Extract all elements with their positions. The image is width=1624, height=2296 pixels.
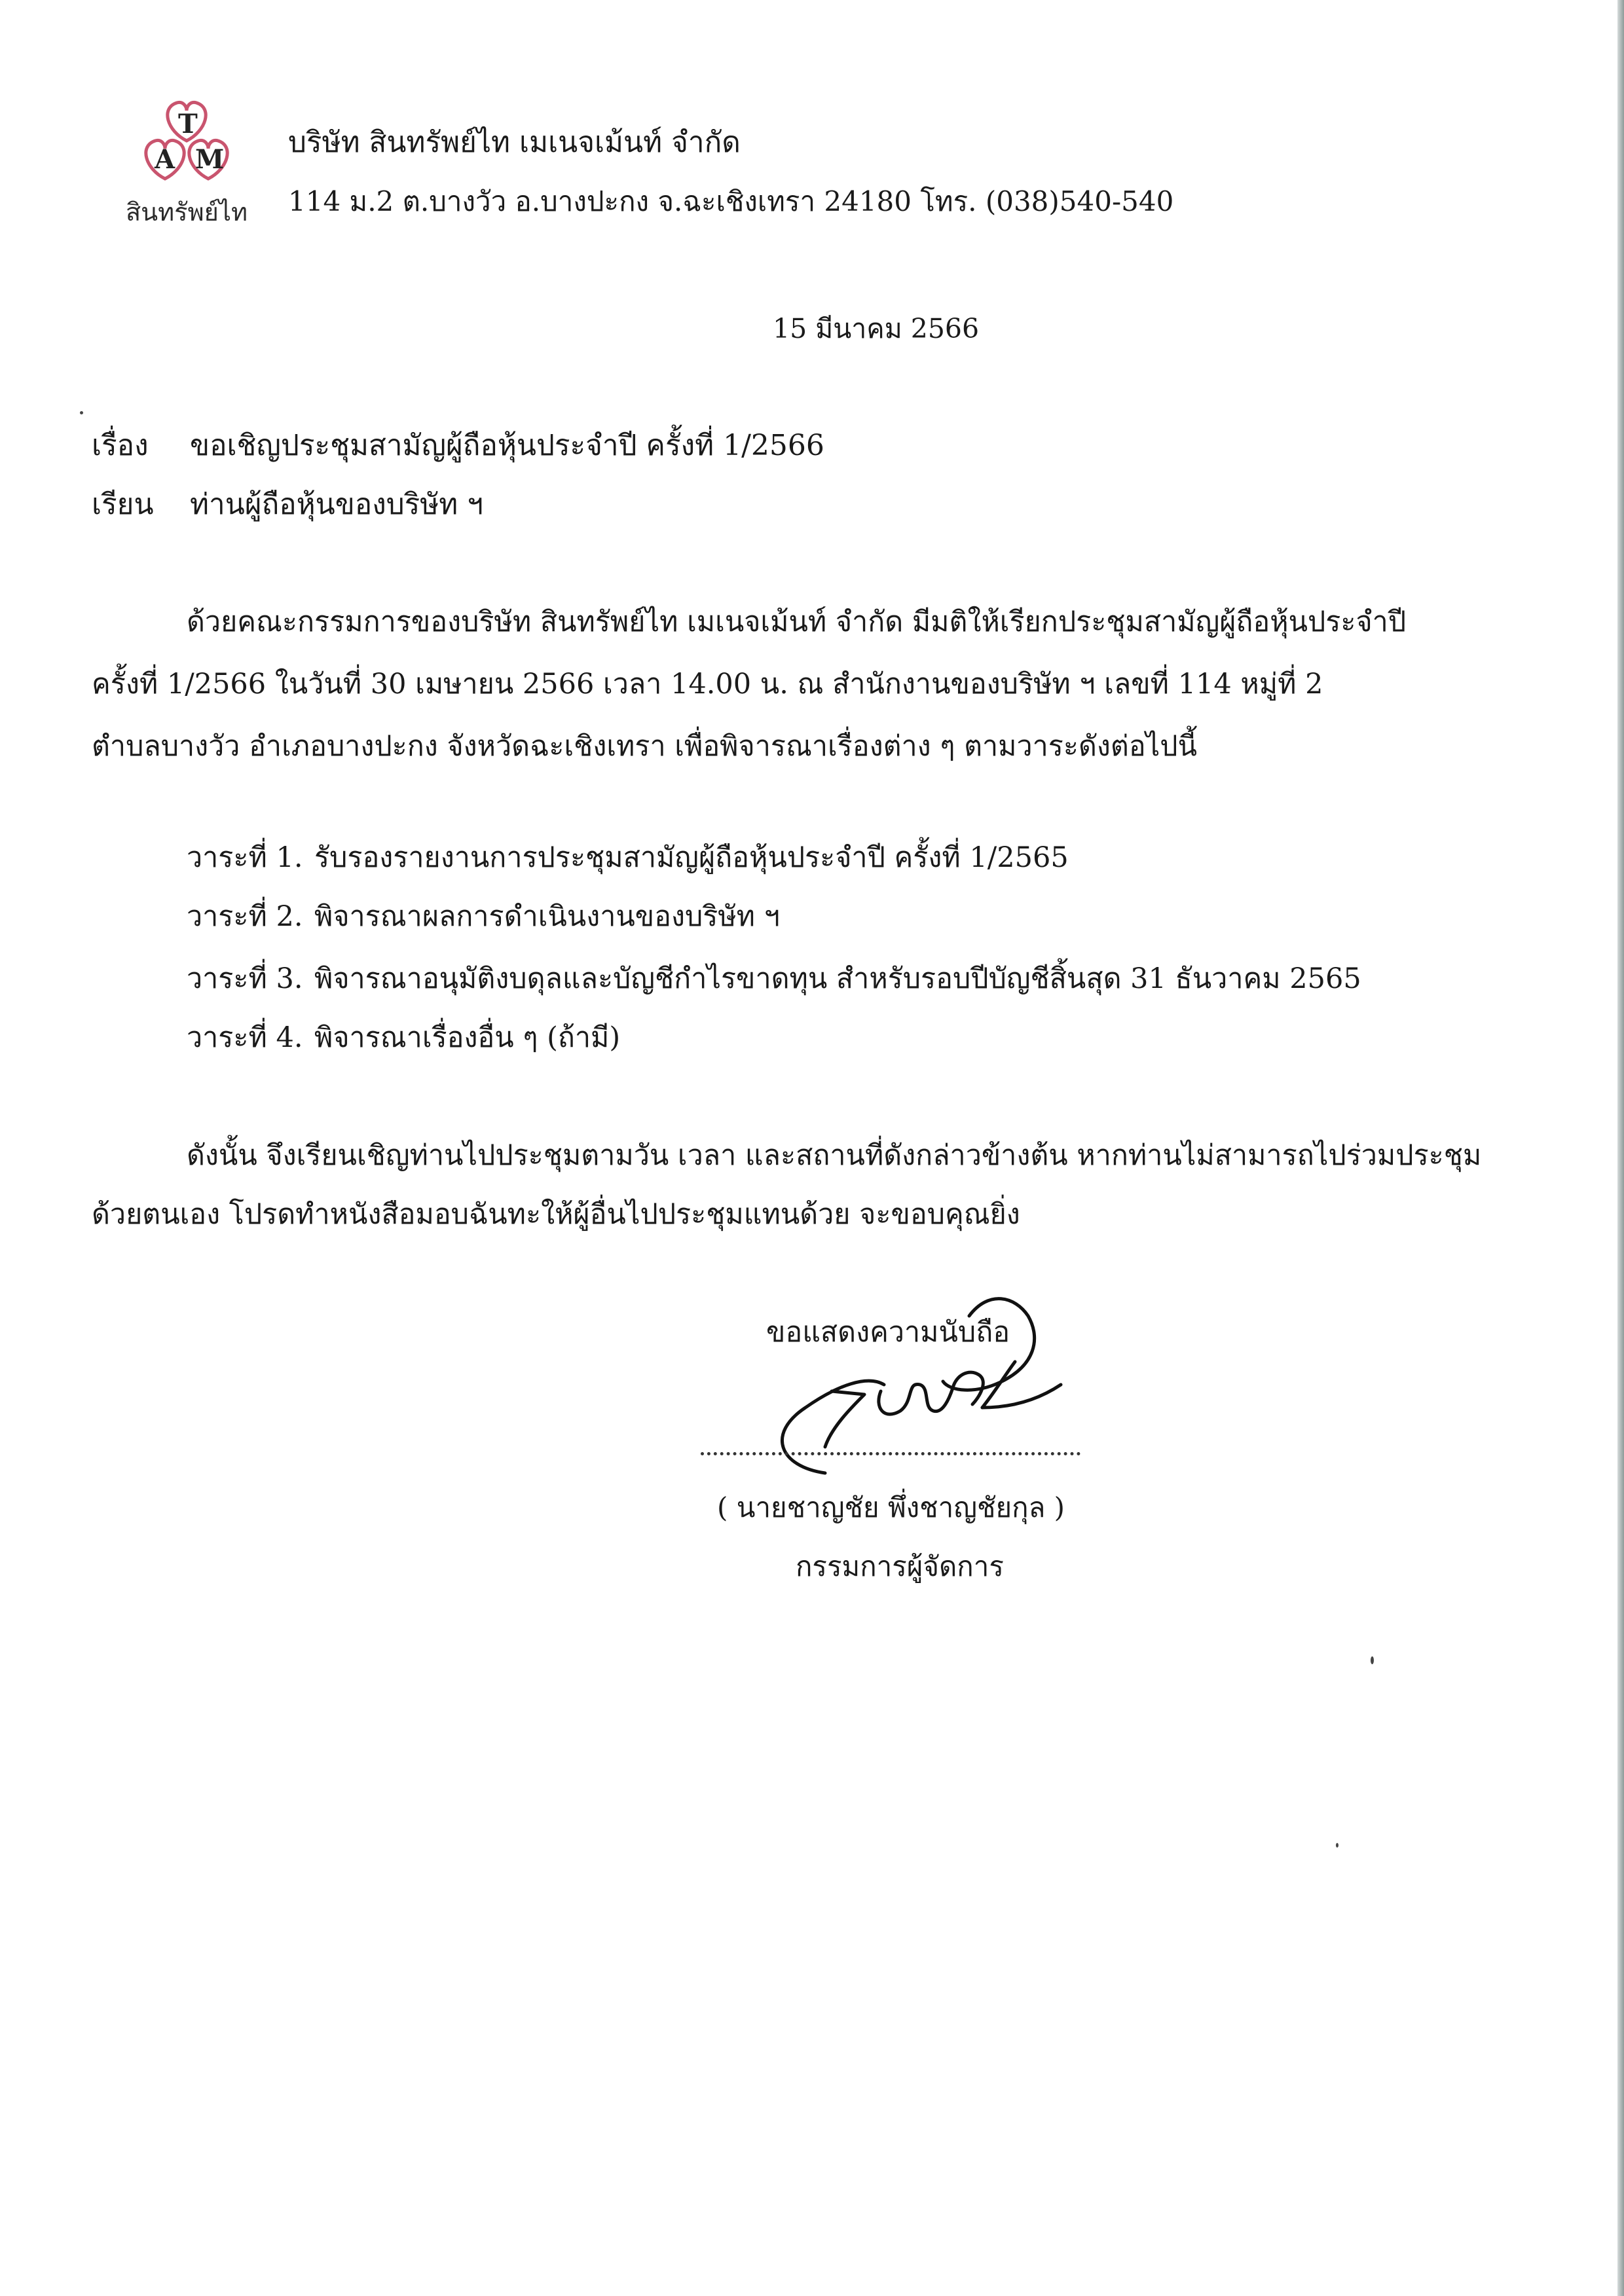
agenda-text: รับรองรายงานการประชุมสามัญผู้ถือหุ้นประจำปี ครั้งที่ 1/2565: [314, 841, 1069, 874]
scan-speck: [1371, 1656, 1374, 1664]
closing-text: ขอแสดงความนับถือ: [766, 1316, 1010, 1349]
company-name: บริษัท สินทรัพย์ไท เมเนจเม้นท์ จำกัด: [288, 126, 741, 159]
agenda-item: [187, 835, 1069, 879]
signer-title: กรรมการผู้จัดการ: [796, 1550, 1004, 1582]
recipient-label: เรียน: [92, 488, 154, 521]
signature-line: [701, 1452, 1080, 1455]
agenda-number: วาระที่ 4.: [187, 1021, 303, 1054]
agenda-item: [187, 1015, 620, 1059]
recipient-text: ท่านผู้ถือหุ้นของบริษัท ฯ: [190, 488, 483, 521]
subject-text: ขอเชิญประชุมสามัญผู้ถือหุ้นประจำปี ครั้งที่ 1/2566: [190, 429, 824, 462]
signer-name: ( นายชาญชัย พึ่งชาญชัยกุล ): [717, 1491, 1065, 1523]
scan-speck: [80, 411, 83, 414]
paragraph1-line: ครั้งที่ 1/2566 ในวันที่ 30 เมษายน 2566 เวลา 14.00 น. ณ สำนักงานของบริษัท ฯ เลขที่ 114 หมู่ที่ 2: [92, 668, 1323, 701]
agenda-item: [187, 894, 780, 938]
agenda-number: วาระที่ 3.: [187, 962, 303, 995]
handwritten-signature: [753, 1277, 1094, 1493]
page-edge: [1617, 0, 1624, 2296]
agenda-number: วาระที่ 2.: [187, 900, 303, 933]
company-address: 114 ม.2 ต.บางวัว อ.บางปะกง จ.ฉะเชิงเทรา 24180 โทร. (038)540-540: [288, 185, 1174, 217]
paragraph2-line: ดังนั้น จึงเรียนเชิญท่านไปประชุมตามวัน เวลา และสถานที่ดังกล่าวข้างต้น หากท่านไม่สามารถไปร่วมประชุม: [187, 1139, 1482, 1172]
scan-speck: [1336, 1843, 1338, 1848]
agenda-number: วาระที่ 1.: [187, 841, 303, 874]
paragraph1-line: ด้วยคณะกรรมการของบริษัท สินทรัพย์ไท เมเนจเม้นท์ จำกัด มีมติให้เรียกประชุมสามัญผู้ถือหุ้นประจำปี: [187, 606, 1407, 638]
paragraph2-line: ด้วยตนเอง โปรดทำหนังสือมอบฉันทะให้ผู้อื่นไปประชุมแทนด้วย จะขอบคุณยิ่ง: [92, 1198, 1020, 1231]
logo-letter-m: M: [195, 144, 225, 175]
logo-letter-a: A: [155, 144, 175, 175]
heart-logo-icon: [111, 95, 262, 190]
logo-letter-t: T: [178, 109, 198, 139]
subject-label: เรื่อง: [92, 429, 149, 462]
agenda-text: พิจารณาเรื่องอื่น ๆ (ถ้ามี): [314, 1021, 621, 1054]
paragraph1-line: ตำบลบางวัว อำเภอบางปะกง จังหวัดฉะเชิงเทรา เพื่อพิจารณาเรื่องต่าง ๆ ตามวาระดังต่อไปนี้: [92, 730, 1197, 763]
agenda-text: พิจารณาผลการดำเนินงานของบริษัท ฯ: [314, 900, 780, 933]
agenda-item: [187, 956, 1361, 1000]
agenda-text: พิจารณาอนุมัติงบดุลและบัญชีกำไรขาดทุน สำหรับรอบปีบัญชีสิ้นสุด 31 ธันวาคม 2565: [314, 962, 1361, 995]
logo-caption: สินทรัพย์ไท: [125, 198, 248, 227]
company-logo: [111, 95, 262, 232]
letter-date: 15 มีนาคม 2566: [773, 313, 980, 344]
